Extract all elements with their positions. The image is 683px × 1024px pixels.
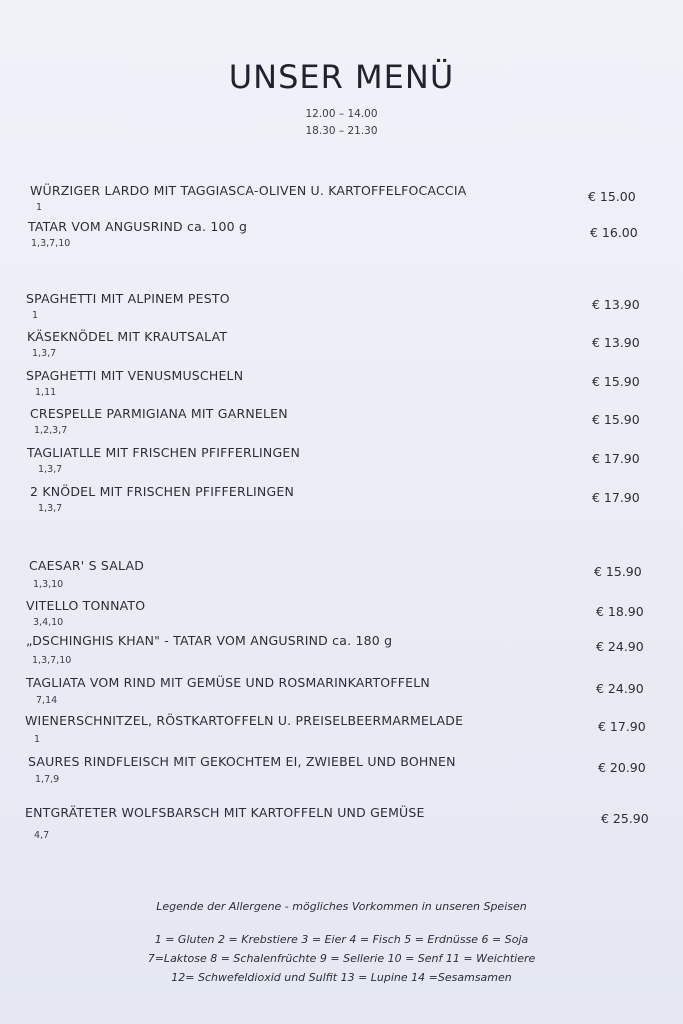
menu-item [0, 675, 683, 715]
menu-item [0, 558, 683, 598]
menu-item-allergens: 1,3,7,10 [32, 655, 72, 666]
menu-item-price: € 15.00 [588, 189, 636, 204]
menu-item [0, 445, 683, 485]
menu-item-allergens: 1,11 [35, 387, 57, 398]
menu-item-allergens: 1,3,10 [33, 579, 64, 590]
menu-item-allergens: 4,7 [34, 830, 50, 841]
menu-item-price: € 17.90 [592, 490, 640, 505]
menu-item-name: TAGLIATLLE MIT FRISCHEN PFIFFERLINGEN [27, 445, 300, 460]
menu-item-allergens: 1,3,7,10 [31, 238, 71, 249]
menu-item-allergens: 1 [32, 310, 39, 321]
menu-item-name: CAESAR' S SALAD [29, 558, 145, 573]
menu-item-allergens: 1,7,9 [35, 774, 60, 785]
menu-item-name: ENTGRÄTETER WOLFSBARSCH MIT KARTOFFELN UND GEMÜSE [25, 805, 425, 820]
menu-item-price: € 24.90 [596, 639, 644, 654]
menu-item-name: KÄSEKNÖDEL MIT KRAUTSALAT [27, 329, 228, 344]
menu-item-price: € 13.90 [592, 297, 640, 312]
menu-item [0, 406, 683, 446]
menu-item [0, 598, 683, 638]
menu-item-price: € 18.90 [596, 604, 644, 619]
menu-item [0, 368, 683, 408]
menu-item [0, 484, 683, 524]
menu-item-name: SAURES RINDFLEISCH MIT GEKOCHTEM EI, ZWIEBEL UND BOHNEN [28, 754, 456, 769]
menu-item-price: € 13.90 [592, 335, 640, 350]
menu-item-price: € 15.90 [592, 412, 640, 427]
menu-item-price: € 24.90 [596, 681, 644, 696]
menu-item-name: WIENERSCHNITZEL, RÖSTKARTOFFELN U. PREISELBEERMARMELADE [25, 713, 464, 728]
menu-item [0, 633, 683, 673]
menu-item-name: „DSCHINGHIS KHAN" - TATAR VOM ANGUSRIND ca. 180 g [26, 633, 393, 648]
menu-item [0, 805, 683, 845]
menu-item-allergens: 7,14 [36, 695, 58, 706]
allergen-legend-title: Legende der Allergene - mögliches Vorkommen in unseren Speisen [156, 900, 527, 913]
menu-item-allergens: 1 [34, 734, 41, 745]
menu-item-name: CRESPELLE PARMIGIANA MIT GARNELEN [30, 406, 288, 421]
menu-item-price: € 16.00 [590, 225, 638, 240]
allergen-legend-line: 1 = Gluten 2 = Krebstiere 3 = Eier 4 = Fisch 5 = Erdnüsse 6 = Soja [154, 933, 529, 946]
allergen-legend-line: 12= Schwefeldioxid und Sulfit 13 = Lupine 14 =Sesamsamen [171, 971, 512, 984]
menu-item-name: WÜRZIGER LARDO MIT TAGGIASCA-OLIVEN U. KARTOFFELFOCACCIA [30, 183, 467, 198]
menu-item-allergens: 3,4,10 [33, 617, 64, 628]
menu-item-name: TATAR VOM ANGUSRIND ca. 100 g [28, 219, 248, 234]
menu-item-allergens: 1,3,7 [38, 503, 63, 514]
menu-item-price: € 15.90 [594, 564, 642, 579]
menu-item-price: € 17.90 [592, 451, 640, 466]
menu-item-price: € 17.90 [598, 719, 646, 734]
menu-item-name: 2 KNÖDEL MIT FRISCHEN PFIFFERLINGEN [30, 484, 295, 499]
menu-item-allergens: 1,3,7 [32, 348, 57, 359]
menu-item [0, 183, 683, 223]
menu-item [0, 329, 683, 369]
menu-item-allergens: 1,2,3,7 [34, 425, 68, 436]
allergen-legend-line: 7=Laktose 8 = Schalenfrüchte 9 = Sellerie 10 = Senf 11 = Weichtiere [147, 952, 536, 965]
menu-title: UNSER MENÜ [228, 58, 455, 96]
menu-item-name: VITELLO TONNATO [26, 598, 146, 613]
menu-item [0, 219, 683, 259]
menu-item-allergens: 1,3,7 [38, 464, 63, 475]
menu-item [0, 291, 683, 331]
menu-item-name: TAGLIATA VOM RIND MIT GEMÜSE UND ROSMARINKARTOFFELN [26, 675, 430, 690]
menu-item-allergens: 1 [36, 202, 43, 213]
menu-item-price: € 25.90 [601, 811, 649, 826]
menu-item [0, 754, 683, 794]
dinner-hours: 18.30 – 21.30 [305, 125, 378, 137]
menu-item-name: SPAGHETTI MIT VENUSMUSCHELN [26, 368, 244, 383]
menu-item-price: € 20.90 [598, 760, 646, 775]
menu-item [0, 713, 683, 753]
menu-item-price: € 15.90 [592, 374, 640, 389]
menu-item-name: SPAGHETTI MIT ALPINEM PESTO [26, 291, 230, 306]
lunch-hours: 12.00 – 14.00 [305, 108, 378, 120]
